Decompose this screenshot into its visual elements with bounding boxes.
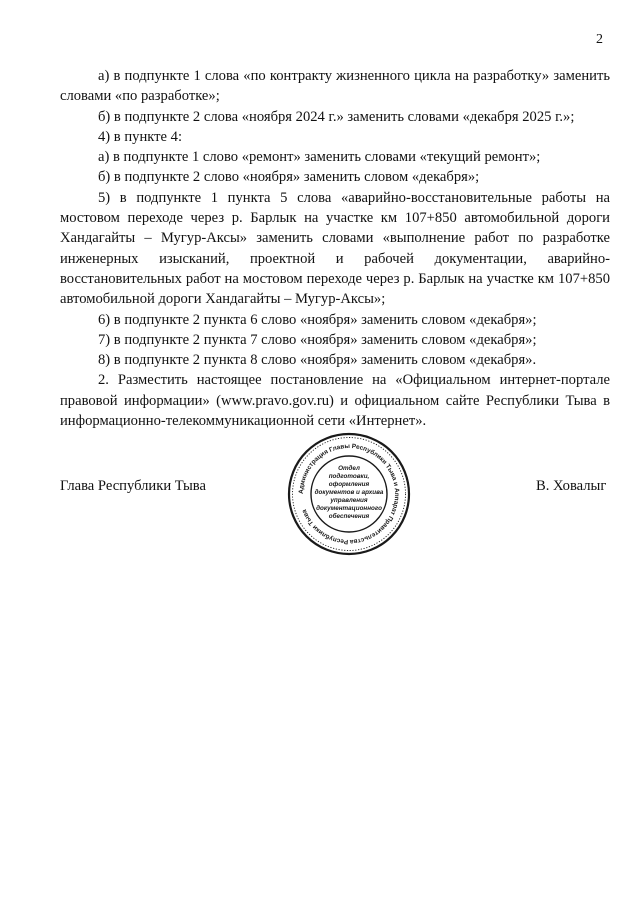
paragraph-item: 7) в подпункте 2 пункта 7 слово «ноября» заменить словом «декабря»; bbox=[98, 331, 537, 348]
paragraph-item: 6) в подпункте 2 пункта 6 слово «ноября» заменить словом «декабря»; bbox=[98, 311, 537, 328]
stamp-line: документов и архива bbox=[314, 489, 384, 496]
paragraph-item: а) в подпункте 1 слова «по контракту жизненного цикла на разработку» заменить словами «по разработке»; bbox=[60, 68, 610, 105]
stamp-line: документационного bbox=[316, 505, 382, 512]
paragraph-item: а) в подпункте 1 слово «ремонт» заменить словами «текущий ремонт»; bbox=[98, 149, 541, 166]
paragraph-item: 2. Разместить настоящее постановление на «Официальном интернет-портале правовой информации» (www.pravo.gov.ru) и официальном сайте Республики Тыва в информационно-телекоммуникационной сети «Интернет». bbox=[60, 372, 610, 430]
stamp-line: управления bbox=[330, 497, 368, 504]
paragraph-item: б) в подпункте 2 слова «ноября 2024 г.» заменить словами «декабря 2025 г.»; bbox=[98, 108, 575, 125]
paragraph-item: 8) в подпункте 2 пункта 8 слово «ноября» заменить словом «декабря». bbox=[98, 352, 537, 369]
stamp-line: обеспечения bbox=[328, 513, 370, 520]
signature-title: Глава Республики Тыва bbox=[60, 478, 206, 494]
stamp-line: оформления bbox=[328, 481, 370, 488]
paragraph-item: б) в подпункте 2 слово «ноября» заменить словом «декабря»; bbox=[98, 169, 480, 186]
paragraph-item: 4) в пункте 4: bbox=[98, 128, 183, 145]
stamp-ring-text: Администрация Главы Республики Тыва и Аппарат Правительства Республики Тыва bbox=[297, 442, 401, 546]
page-number: 2 bbox=[596, 32, 603, 47]
stamp-line: подготовки, bbox=[328, 473, 370, 480]
stamp-graphic bbox=[286, 431, 412, 557]
stamp-center-text bbox=[315, 464, 384, 520]
official-stamp bbox=[286, 431, 412, 557]
signature-name: В. Ховалыг bbox=[536, 478, 607, 494]
stamp-line: Отдел bbox=[338, 465, 360, 472]
document-body bbox=[60, 66, 610, 431]
paragraph-item: 5) в подпункте 1 пункта 5 слова «аварийно-восстановительные работы на мостовом переходе через р. Барлык на участке км 107+850 автомобильной дороги Хандагайты – Мугур-Аксы» заменить словами «выполнение работ по разработке инженерных изысканий, проектной и рабочей документации, аварийно-восстановительных работ на мостовом переходе через р. Барлык на участке км 107+850 автомобильной дороги Хандагайты – Мугур-Аксы»; bbox=[60, 189, 610, 308]
